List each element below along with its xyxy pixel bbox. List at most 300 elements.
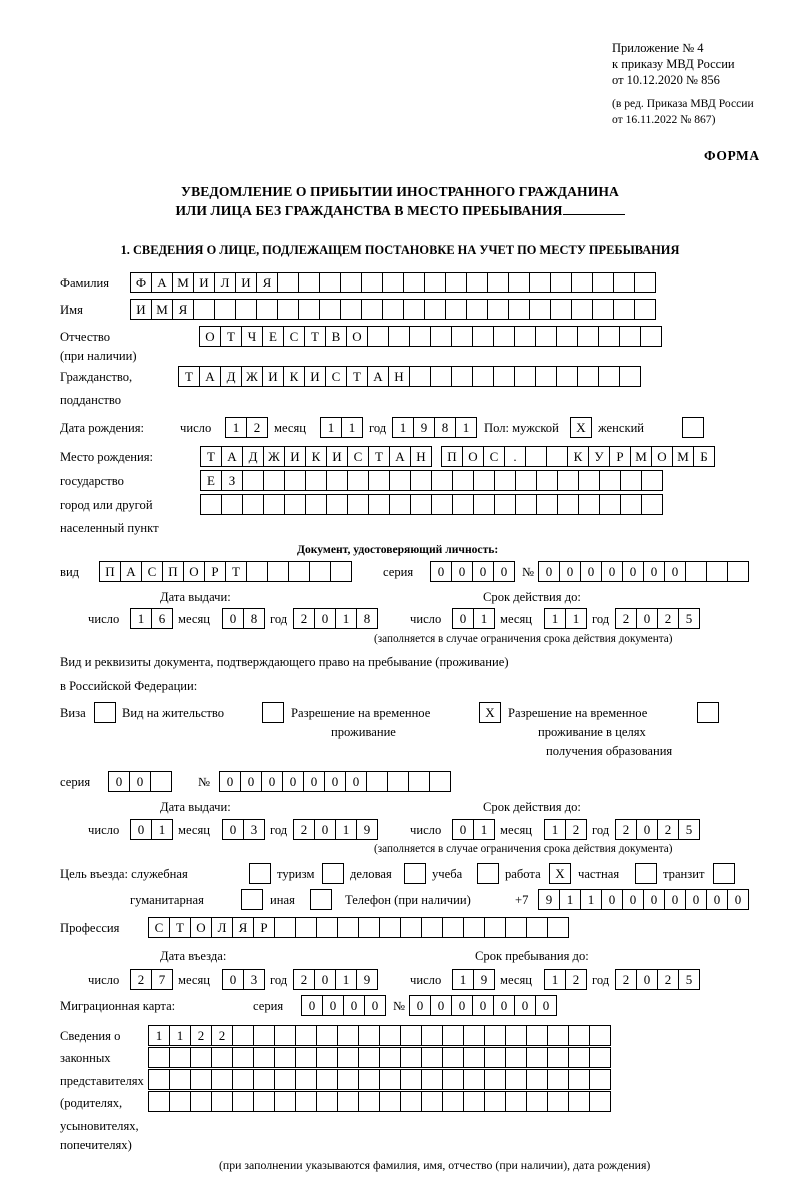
- form-cell[interactable]: О: [651, 446, 673, 467]
- form-cell[interactable]: [466, 272, 488, 293]
- form-cell[interactable]: 1: [565, 608, 587, 629]
- form-cell[interactable]: 0: [409, 995, 431, 1016]
- form-cell[interactable]: 0: [622, 561, 644, 582]
- checkbox-sex-male[interactable]: [570, 417, 591, 438]
- form-cell[interactable]: [535, 366, 557, 387]
- form-cell[interactable]: [571, 299, 593, 320]
- form-cell[interactable]: [337, 917, 359, 938]
- form-cell[interactable]: Р: [204, 561, 226, 582]
- input-migration-nomer[interactable]: [409, 995, 556, 1016]
- form-cell[interactable]: 2: [615, 819, 637, 840]
- form-cell[interactable]: 0: [538, 561, 560, 582]
- form-cell[interactable]: [148, 1091, 170, 1112]
- form-cell[interactable]: М: [151, 299, 173, 320]
- form-cell[interactable]: [298, 272, 320, 293]
- form-cell[interactable]: [505, 1025, 527, 1046]
- form-cell[interactable]: [403, 272, 425, 293]
- form-cell[interactable]: 0: [222, 819, 244, 840]
- form-cell[interactable]: М: [672, 446, 694, 467]
- form-cell[interactable]: 2: [565, 969, 587, 990]
- form-cell[interactable]: [547, 1091, 569, 1112]
- form-cell[interactable]: [211, 1047, 233, 1068]
- form-cell[interactable]: [337, 1091, 359, 1112]
- form-cell[interactable]: 0: [364, 995, 386, 1016]
- form-cell[interactable]: [263, 494, 285, 515]
- form-cell[interactable]: Т: [220, 326, 242, 347]
- form-cell[interactable]: [277, 272, 299, 293]
- form-cell[interactable]: А: [367, 366, 389, 387]
- form-cell[interactable]: [305, 494, 327, 515]
- form-cell[interactable]: Ж: [241, 366, 263, 387]
- form-cell[interactable]: 8: [434, 417, 456, 438]
- form-cell[interactable]: [487, 272, 509, 293]
- form-cell[interactable]: [214, 299, 236, 320]
- form-cell[interactable]: 1: [225, 417, 247, 438]
- form-cell[interactable]: [298, 299, 320, 320]
- form-cell[interactable]: 0: [345, 771, 367, 792]
- form-cell[interactable]: [400, 1069, 422, 1090]
- form-cell[interactable]: [232, 1025, 254, 1046]
- form-cell[interactable]: [452, 494, 474, 515]
- input-doc-nomer[interactable]: [538, 561, 748, 582]
- input-doc-seriya[interactable]: [430, 561, 514, 582]
- form-cell[interactable]: [316, 917, 338, 938]
- form-cell[interactable]: К: [305, 446, 327, 467]
- input-imya[interactable]: [130, 299, 655, 320]
- form-cell[interactable]: [525, 446, 547, 467]
- form-cell[interactable]: 0: [322, 995, 344, 1016]
- form-cell[interactable]: 1: [169, 1025, 191, 1046]
- form-cell[interactable]: Я: [232, 917, 254, 938]
- form-cell[interactable]: 2: [565, 819, 587, 840]
- form-cell[interactable]: 2: [293, 608, 315, 629]
- form-cell[interactable]: [515, 494, 537, 515]
- form-cell[interactable]: [613, 299, 635, 320]
- form-cell[interactable]: Т: [178, 366, 200, 387]
- form-cell[interactable]: 0: [580, 561, 602, 582]
- form-cell[interactable]: [400, 1025, 422, 1046]
- form-cell[interactable]: 0: [622, 889, 644, 910]
- input-migration-seriya[interactable]: [301, 995, 385, 1016]
- form-cell[interactable]: [94, 702, 116, 723]
- form-cell[interactable]: [547, 917, 569, 938]
- form-cell[interactable]: [190, 1091, 212, 1112]
- form-cell[interactable]: Т: [304, 326, 326, 347]
- form-cell[interactable]: [366, 771, 388, 792]
- checkbox-purpose-transit[interactable]: [713, 863, 734, 884]
- form-cell[interactable]: [556, 326, 578, 347]
- form-cell[interactable]: [568, 1025, 590, 1046]
- form-cell[interactable]: [410, 494, 432, 515]
- form-cell[interactable]: [389, 470, 411, 491]
- form-cell[interactable]: [547, 1047, 569, 1068]
- form-cell[interactable]: [242, 494, 264, 515]
- form-cell[interactable]: [635, 863, 657, 884]
- form-cell[interactable]: [577, 366, 599, 387]
- form-cell[interactable]: [262, 702, 284, 723]
- form-cell[interactable]: [442, 1069, 464, 1090]
- form-cell[interactable]: И: [193, 272, 215, 293]
- form-cell[interactable]: [550, 299, 572, 320]
- form-cell[interactable]: [641, 470, 663, 491]
- form-cell[interactable]: [463, 1069, 485, 1090]
- form-cell[interactable]: [430, 366, 452, 387]
- form-cell[interactable]: [295, 1069, 317, 1090]
- form-cell[interactable]: [589, 1069, 611, 1090]
- form-cell[interactable]: 0: [343, 995, 365, 1016]
- form-cell[interactable]: 0: [727, 889, 749, 910]
- form-cell[interactable]: [473, 494, 495, 515]
- form-cell[interactable]: [253, 1047, 275, 1068]
- form-cell[interactable]: 2: [293, 819, 315, 840]
- form-cell[interactable]: 1: [335, 608, 357, 629]
- form-cell[interactable]: 0: [314, 969, 336, 990]
- form-cell[interactable]: [589, 1047, 611, 1068]
- form-cell[interactable]: [619, 326, 641, 347]
- form-cell[interactable]: Я: [172, 299, 194, 320]
- form-cell[interactable]: 0: [240, 771, 262, 792]
- form-cell[interactable]: С: [148, 917, 170, 938]
- input-reps-line-4[interactable]: [148, 1091, 610, 1112]
- form-cell[interactable]: [526, 1047, 548, 1068]
- form-cell[interactable]: 2: [246, 417, 268, 438]
- form-cell[interactable]: [484, 1025, 506, 1046]
- form-cell[interactable]: Е: [200, 470, 222, 491]
- form-cell[interactable]: 0: [314, 608, 336, 629]
- form-cell[interactable]: [361, 272, 383, 293]
- form-cell[interactable]: [358, 1069, 380, 1090]
- checkbox-purpose-service[interactable]: [249, 863, 270, 884]
- form-cell[interactable]: О: [462, 446, 484, 467]
- form-cell[interactable]: [347, 470, 369, 491]
- form-cell[interactable]: М: [630, 446, 652, 467]
- form-cell[interactable]: Л: [214, 272, 236, 293]
- form-cell[interactable]: 5: [678, 969, 700, 990]
- form-cell[interactable]: 0: [601, 889, 623, 910]
- form-cell[interactable]: [200, 494, 222, 515]
- form-cell[interactable]: 2: [190, 1025, 212, 1046]
- form-cell[interactable]: 0: [636, 819, 658, 840]
- form-cell[interactable]: [484, 1091, 506, 1112]
- form-cell[interactable]: М: [172, 272, 194, 293]
- form-cell[interactable]: [526, 1069, 548, 1090]
- form-cell[interactable]: А: [199, 366, 221, 387]
- form-cell[interactable]: [550, 272, 572, 293]
- form-cell[interactable]: [358, 917, 380, 938]
- form-cell[interactable]: [221, 494, 243, 515]
- form-cell[interactable]: Т: [225, 561, 247, 582]
- input-birth-year[interactable]: [392, 417, 476, 438]
- form-cell[interactable]: [295, 1091, 317, 1112]
- form-cell[interactable]: [316, 1047, 338, 1068]
- form-cell[interactable]: [445, 272, 467, 293]
- form-cell[interactable]: 0: [301, 995, 323, 1016]
- form-cell[interactable]: И: [326, 446, 348, 467]
- form-cell[interactable]: [463, 1025, 485, 1046]
- form-cell[interactable]: [249, 863, 271, 884]
- form-cell[interactable]: [529, 272, 551, 293]
- form-cell[interactable]: 2: [657, 608, 679, 629]
- input-birth-day[interactable]: [225, 417, 267, 438]
- form-cell[interactable]: [493, 326, 515, 347]
- form-cell[interactable]: [484, 1069, 506, 1090]
- form-cell[interactable]: X: [479, 702, 501, 723]
- form-cell[interactable]: [253, 1025, 275, 1046]
- form-cell[interactable]: 1: [473, 819, 495, 840]
- form-cell[interactable]: Ф: [130, 272, 152, 293]
- input-issue-month[interactable]: [222, 608, 264, 629]
- form-cell[interactable]: 0: [559, 561, 581, 582]
- form-cell[interactable]: [685, 561, 707, 582]
- input-issue-day[interactable]: [130, 608, 172, 629]
- form-cell[interactable]: [613, 272, 635, 293]
- form-cell[interactable]: [409, 366, 431, 387]
- form-cell[interactable]: [727, 561, 749, 582]
- form-cell[interactable]: 1: [320, 417, 342, 438]
- form-cell[interactable]: [277, 299, 299, 320]
- form-cell[interactable]: [514, 366, 536, 387]
- form-cell[interactable]: [546, 446, 568, 467]
- checkbox-rvpo[interactable]: [697, 702, 718, 723]
- form-cell[interactable]: [619, 366, 641, 387]
- form-cell[interactable]: [284, 470, 306, 491]
- form-cell[interactable]: Р: [609, 446, 631, 467]
- checkbox-purpose-work[interactable]: [549, 863, 570, 884]
- form-cell[interactable]: [169, 1091, 191, 1112]
- form-cell[interactable]: X: [570, 417, 592, 438]
- form-cell[interactable]: [526, 1025, 548, 1046]
- form-cell[interactable]: [367, 326, 389, 347]
- input-birth-state[interactable]: [200, 446, 431, 467]
- form-cell[interactable]: [568, 1069, 590, 1090]
- form-cell[interactable]: 0: [493, 995, 515, 1016]
- form-cell[interactable]: [424, 299, 446, 320]
- form-cell[interactable]: [232, 1091, 254, 1112]
- form-cell[interactable]: 1: [544, 819, 566, 840]
- form-cell[interactable]: 0: [643, 889, 665, 910]
- form-cell[interactable]: 0: [452, 608, 474, 629]
- form-cell[interactable]: [403, 299, 425, 320]
- form-cell[interactable]: [232, 1069, 254, 1090]
- form-cell[interactable]: 1: [335, 969, 357, 990]
- form-cell[interactable]: [505, 1091, 527, 1112]
- input-permit-seriya[interactable]: [108, 771, 171, 792]
- form-cell[interactable]: [368, 494, 390, 515]
- form-cell[interactable]: [148, 1069, 170, 1090]
- form-cell[interactable]: [256, 299, 278, 320]
- form-cell[interactable]: [592, 299, 614, 320]
- form-cell[interactable]: 2: [130, 969, 152, 990]
- form-cell[interactable]: И: [304, 366, 326, 387]
- form-cell[interactable]: [445, 299, 467, 320]
- form-cell[interactable]: 2: [615, 608, 637, 629]
- form-cell[interactable]: [340, 299, 362, 320]
- form-cell[interactable]: [253, 1091, 275, 1112]
- form-cell[interactable]: [634, 272, 656, 293]
- form-cell[interactable]: 1: [148, 1025, 170, 1046]
- form-cell[interactable]: [288, 561, 310, 582]
- form-cell[interactable]: [494, 494, 516, 515]
- form-cell[interactable]: [578, 470, 600, 491]
- input-reps-line-2[interactable]: [148, 1047, 610, 1068]
- form-cell[interactable]: [232, 1047, 254, 1068]
- form-cell[interactable]: 0: [129, 771, 151, 792]
- form-cell[interactable]: 1: [455, 417, 477, 438]
- form-cell[interactable]: [421, 917, 443, 938]
- form-cell[interactable]: [505, 1047, 527, 1068]
- form-cell[interactable]: 9: [473, 969, 495, 990]
- input-permit-valid-month[interactable]: [544, 819, 586, 840]
- form-cell[interactable]: [274, 1091, 296, 1112]
- form-cell[interactable]: [451, 326, 473, 347]
- form-cell[interactable]: 0: [452, 819, 474, 840]
- form-cell[interactable]: [598, 326, 620, 347]
- form-cell[interactable]: К: [567, 446, 589, 467]
- form-cell[interactable]: С: [325, 366, 347, 387]
- checkbox-purpose-private[interactable]: [635, 863, 656, 884]
- form-cell[interactable]: [284, 494, 306, 515]
- form-cell[interactable]: [246, 561, 268, 582]
- form-cell[interactable]: [508, 272, 530, 293]
- form-cell[interactable]: 1: [151, 819, 173, 840]
- form-cell[interactable]: [451, 366, 473, 387]
- form-cell[interactable]: [295, 917, 317, 938]
- form-cell[interactable]: [589, 1025, 611, 1046]
- form-cell[interactable]: И: [284, 446, 306, 467]
- form-cell[interactable]: [430, 326, 452, 347]
- form-cell[interactable]: [337, 1069, 359, 1090]
- form-cell[interactable]: К: [283, 366, 305, 387]
- form-cell[interactable]: [400, 917, 422, 938]
- form-cell[interactable]: 0: [282, 771, 304, 792]
- form-cell[interactable]: 0: [664, 889, 686, 910]
- form-cell[interactable]: 1: [544, 969, 566, 990]
- form-cell[interactable]: 8: [243, 608, 265, 629]
- form-cell[interactable]: [379, 1069, 401, 1090]
- form-cell[interactable]: [529, 299, 551, 320]
- form-cell[interactable]: [424, 272, 446, 293]
- form-cell[interactable]: 0: [222, 608, 244, 629]
- checkbox-purpose-business[interactable]: [404, 863, 425, 884]
- form-cell[interactable]: 0: [219, 771, 241, 792]
- form-cell[interactable]: [387, 771, 409, 792]
- form-cell[interactable]: [322, 863, 344, 884]
- form-cell[interactable]: [358, 1025, 380, 1046]
- form-cell[interactable]: [379, 1047, 401, 1068]
- form-cell[interactable]: Ж: [263, 446, 285, 467]
- form-cell[interactable]: 3: [243, 819, 265, 840]
- input-permit-issue-year[interactable]: [293, 819, 377, 840]
- form-cell[interactable]: Т: [368, 446, 390, 467]
- form-cell[interactable]: 0: [314, 819, 336, 840]
- form-cell[interactable]: 2: [615, 969, 637, 990]
- form-cell[interactable]: [442, 1091, 464, 1112]
- form-cell[interactable]: 1: [473, 608, 495, 629]
- form-cell[interactable]: [713, 863, 735, 884]
- form-cell[interactable]: [466, 299, 488, 320]
- form-cell[interactable]: [235, 299, 257, 320]
- form-cell[interactable]: [361, 299, 383, 320]
- form-cell[interactable]: [150, 771, 172, 792]
- form-cell[interactable]: С: [483, 446, 505, 467]
- form-cell[interactable]: [310, 889, 332, 910]
- form-cell[interactable]: 0: [685, 889, 707, 910]
- checkbox-purpose-humanitarian[interactable]: [241, 889, 262, 910]
- form-cell[interactable]: 1: [452, 969, 474, 990]
- form-cell[interactable]: [472, 326, 494, 347]
- form-cell[interactable]: 0: [664, 561, 686, 582]
- form-cell[interactable]: 8: [356, 608, 378, 629]
- form-cell[interactable]: Я: [256, 272, 278, 293]
- form-cell[interactable]: [368, 470, 390, 491]
- form-cell[interactable]: [431, 470, 453, 491]
- form-cell[interactable]: С: [283, 326, 305, 347]
- form-cell[interactable]: [697, 702, 719, 723]
- form-cell[interactable]: [326, 494, 348, 515]
- form-cell[interactable]: 2: [293, 969, 315, 990]
- form-cell[interactable]: [508, 299, 530, 320]
- form-cell[interactable]: [242, 470, 264, 491]
- form-cell[interactable]: [382, 299, 404, 320]
- form-cell[interactable]: [442, 1047, 464, 1068]
- form-cell[interactable]: 1: [392, 417, 414, 438]
- form-cell[interactable]: 0: [222, 969, 244, 990]
- form-cell[interactable]: 7: [151, 969, 173, 990]
- form-cell[interactable]: [463, 917, 485, 938]
- form-cell[interactable]: А: [120, 561, 142, 582]
- form-cell[interactable]: Т: [200, 446, 222, 467]
- input-otchestvo[interactable]: [199, 326, 661, 347]
- form-cell[interactable]: [421, 1025, 443, 1046]
- form-cell[interactable]: [463, 1047, 485, 1068]
- input-permit-nomer[interactable]: [219, 771, 450, 792]
- form-cell[interactable]: [421, 1069, 443, 1090]
- form-cell[interactable]: [404, 863, 426, 884]
- input-grajdanstvo[interactable]: [178, 366, 640, 387]
- form-cell[interactable]: [309, 561, 331, 582]
- form-cell[interactable]: [190, 1047, 212, 1068]
- form-cell[interactable]: 1: [559, 889, 581, 910]
- form-cell[interactable]: [211, 1069, 233, 1090]
- form-cell[interactable]: [484, 1047, 506, 1068]
- form-cell[interactable]: [379, 1091, 401, 1112]
- form-cell[interactable]: 0: [261, 771, 283, 792]
- form-cell[interactable]: [547, 1069, 569, 1090]
- form-cell[interactable]: [577, 326, 599, 347]
- input-phone[interactable]: [538, 889, 748, 910]
- checkbox-purpose-other[interactable]: [310, 889, 331, 910]
- form-cell[interactable]: [409, 326, 431, 347]
- form-cell[interactable]: 2: [657, 969, 679, 990]
- form-cell[interactable]: 1: [130, 608, 152, 629]
- form-cell[interactable]: [340, 272, 362, 293]
- form-cell[interactable]: [388, 326, 410, 347]
- form-cell[interactable]: С: [347, 446, 369, 467]
- form-cell[interactable]: [557, 470, 579, 491]
- form-cell[interactable]: [473, 470, 495, 491]
- form-cell[interactable]: 9: [413, 417, 435, 438]
- form-cell[interactable]: И: [130, 299, 152, 320]
- form-cell[interactable]: 0: [451, 561, 473, 582]
- form-cell[interactable]: [389, 494, 411, 515]
- form-cell[interactable]: 0: [108, 771, 130, 792]
- form-cell[interactable]: Т: [169, 917, 191, 938]
- form-cell[interactable]: 0: [430, 995, 452, 1016]
- input-stay-month[interactable]: [544, 969, 586, 990]
- form-cell[interactable]: Ч: [241, 326, 263, 347]
- form-cell[interactable]: [358, 1047, 380, 1068]
- form-cell[interactable]: Т: [346, 366, 368, 387]
